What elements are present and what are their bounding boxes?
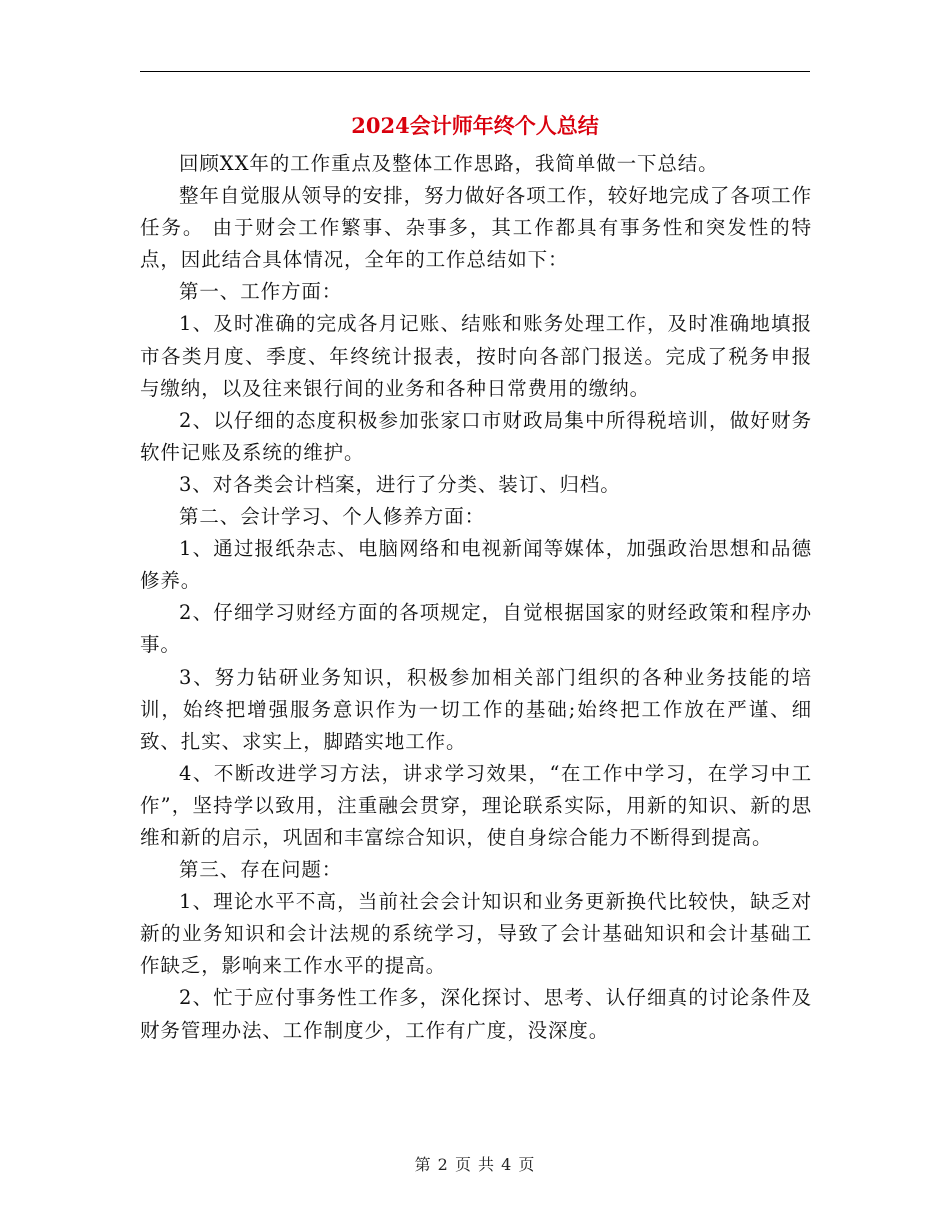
header-rule (140, 71, 810, 72)
paragraph: 2、仔细学习财经方面的各项规定，自觉根据国家的财经政策和程序办事。 (140, 601, 812, 657)
paragraph: 1、及时准确的完成各月记账、结账和账务处理工作，及时准确地填报市各类月度、季度、年终统计报表，按时向各部门报送。完成了税务申报与缴纳，以及往来银行间的业务和各种日常费用的缴纳。 (140, 312, 812, 400)
paragraph: 2、忙于应付事务性工作多，深化探讨、思考、认仔细真的讨论条件及财务管理办法、工作制度少，工作有广度，没深度。 (140, 986, 812, 1042)
document-title: 2024会计师年终个人总结 (351, 113, 599, 138)
paragraph: 3、对各类会计档案，进行了分类、装订、归档。 (179, 472, 621, 496)
section-heading: 第三、存在问题： (179, 858, 343, 882)
document-body (140, 148, 812, 1047)
paragraph: 1、通过报纸杂志、电脑网络和电视新闻等媒体，加强政治思想和品德修养。 (140, 537, 812, 593)
paragraph: 2、以仔细的态度积极参加张家口市财政局集中所得税培训，做好财务软件记账及系统的维护。 (140, 408, 812, 464)
paragraph: 回顾XX年的工作重点及整体工作思路，我简单做一下总结。 (179, 152, 719, 175)
section-heading: 第二、会计学习、个人修养方面： (179, 505, 486, 529)
paragraph: 3、努力钻研业务知识，积极参加相关部门组织的各种业务技能的培训，始终把增强服务意识作为一切工作的基础;始终把工作放在严谨、细致、扎实、求实上，脚踏实地工作。 (140, 665, 812, 753)
paragraph: 4、不断改进学习方法，讲求学习效果，“在工作中学习，在学习中工作”，坚持学以致用，注重融会贯穿，理论联系实际，用新的知识、新的思维和新的启示，巩固和丰富综合知识，使自身综合能力不断得到提高。 (140, 761, 812, 849)
page-number: 第 2 页 共 4 页 (414, 1155, 536, 1174)
section-heading: 第一、工作方面： (179, 280, 343, 304)
paragraph: 整年自觉服从领导的安排，努力做好各项工作，较好地完成了各项工作任务。 由于财会工作繁事、杂事多，其工作都具有事务性和突发性的特点，因此结合具体情况，全年的工作总结如下： (140, 184, 812, 272)
paragraph: 1、理论水平不高，当前社会会计知识和业务更新换代比较快，缺乏对新的业务知识和会计法规的系统学习，导致了会计基础知识和会计基础工作缺乏，影响来工作水平的提高。 (140, 890, 812, 978)
